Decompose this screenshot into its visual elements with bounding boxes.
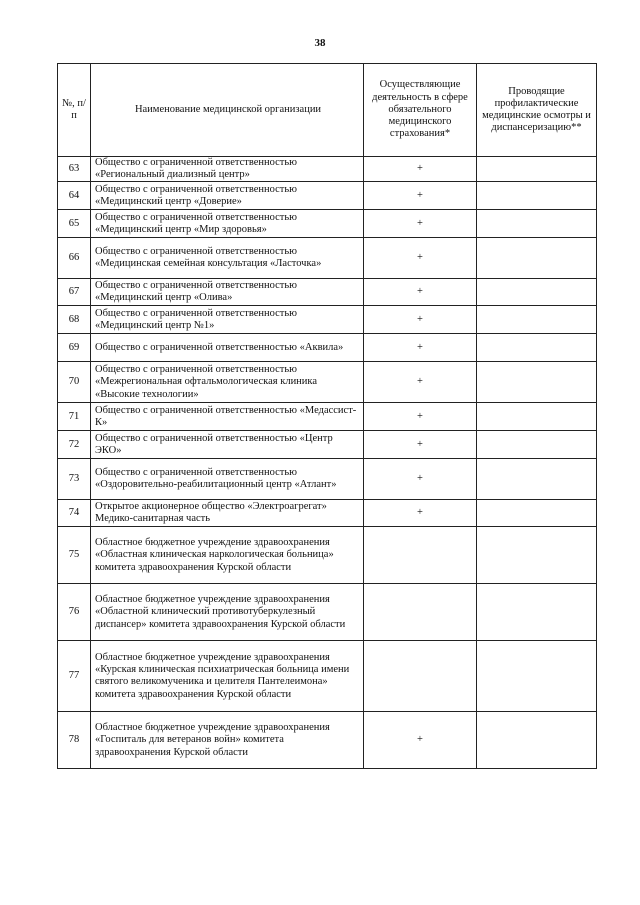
oms-mark: + [364, 500, 477, 527]
organization-name: Областное бюджетное учреждение здравоохранения «Госпиталь для ветеранов войн» комитета здравоохранения Курской области [91, 712, 364, 769]
organization-name: Областное бюджетное учреждение здравоохранения «Курская клиническая психиатрическая больница имени святого великомученика и целителя Пантелеимона» комитета здравоохранения Курской области [91, 641, 364, 712]
table-row [58, 306, 597, 334]
prof-mark [477, 362, 597, 403]
row-number: 78 [58, 712, 91, 769]
prof-mark [477, 334, 597, 362]
organization-name: Общество с ограниченной ответственностью «Медассист-К» [91, 403, 364, 431]
table-row [58, 584, 597, 641]
organization-name: Общество с ограниченной ответственностью «Центр ЭКО» [91, 431, 364, 459]
organization-name: Общество с ограниченной ответственностью «Медицинский центр «Доверие» [91, 182, 364, 210]
table-row [58, 431, 597, 459]
table-row [58, 527, 597, 584]
oms-mark [364, 584, 477, 641]
row-number: 75 [58, 527, 91, 584]
row-number: 76 [58, 584, 91, 641]
table-row [58, 403, 597, 431]
row-number: 69 [58, 334, 91, 362]
row-number: 64 [58, 182, 91, 210]
table-header-row [58, 64, 597, 157]
oms-mark: + [364, 403, 477, 431]
row-number: 67 [58, 279, 91, 306]
prof-mark [477, 712, 597, 769]
table-row [58, 279, 597, 306]
prof-mark [477, 306, 597, 334]
oms-mark: + [364, 157, 477, 182]
organization-name: Открытое акционерное общество «Электроагрегат» Медико-санитарная часть [91, 500, 364, 527]
oms-mark [364, 527, 477, 584]
table-row [58, 238, 597, 279]
row-number: 74 [58, 500, 91, 527]
organization-name: Общество с ограниченной ответственностью «Медицинский центр №1» [91, 306, 364, 334]
table-row [58, 362, 597, 403]
prof-mark [477, 238, 597, 279]
prof-mark [477, 403, 597, 431]
table-row [58, 712, 597, 769]
oms-mark: + [364, 238, 477, 279]
oms-mark: + [364, 182, 477, 210]
organization-name: Общество с ограниченной ответственностью «Межрегиональная офтальмологическая клиника «Высокие технологии» [91, 362, 364, 403]
organization-name: Областное бюджетное учреждение здравоохранения «Областная клиническая наркологическая больница» комитета здравоохранения Курской области [91, 527, 364, 584]
oms-mark: + [364, 431, 477, 459]
prof-mark [477, 459, 597, 500]
table-row [58, 459, 597, 500]
organization-name: Общество с ограниченной ответственностью «Медицинский центр «Олива» [91, 279, 364, 306]
organization-name: Областное бюджетное учреждение здравоохранения «Областной клинический противотуберкулезный диспансер» комитета здравоохранения Курской области [91, 584, 364, 641]
row-number: 77 [58, 641, 91, 712]
table-row [58, 182, 597, 210]
oms-mark: + [364, 210, 477, 238]
oms-mark: + [364, 712, 477, 769]
oms-mark: + [364, 362, 477, 403]
row-number: 71 [58, 403, 91, 431]
organizations-table [57, 63, 597, 769]
prof-mark [477, 157, 597, 182]
header-prof: Проводящие профилактические медицинские осмотры и диспансеризацию** [477, 64, 597, 157]
oms-mark: + [364, 459, 477, 500]
prof-mark [477, 210, 597, 238]
oms-mark: + [364, 334, 477, 362]
table-row [58, 210, 597, 238]
table-row [58, 641, 597, 712]
row-number: 66 [58, 238, 91, 279]
table-row [58, 334, 597, 362]
oms-mark: + [364, 306, 477, 334]
row-number: 63 [58, 157, 91, 182]
header-num: №, п/п [58, 64, 91, 157]
row-number: 72 [58, 431, 91, 459]
prof-mark [477, 584, 597, 641]
organization-name: Общество с ограниченной ответственностью «Медицинский центр «Мир здоровья» [91, 210, 364, 238]
oms-mark: + [364, 279, 477, 306]
organization-name: Общество с ограниченной ответственностью «Медицинская семейная консультация «Ласточка» [91, 238, 364, 279]
table-row [58, 500, 597, 527]
table-body [58, 157, 597, 769]
row-number: 65 [58, 210, 91, 238]
table-row [58, 157, 597, 182]
prof-mark [477, 527, 597, 584]
prof-mark [477, 279, 597, 306]
organization-name: Общество с ограниченной ответственностью «Региональный диализный центр» [91, 157, 364, 182]
prof-mark [477, 182, 597, 210]
row-number: 70 [58, 362, 91, 403]
prof-mark [477, 500, 597, 527]
prof-mark [477, 641, 597, 712]
header-oms: Осуществляющие деятельность в сфере обязательного медицинского страхования* [364, 64, 477, 157]
row-number: 68 [58, 306, 91, 334]
page-number: 38 [314, 37, 326, 49]
row-number: 73 [58, 459, 91, 500]
organization-name: Общество с ограниченной ответственностью «Оздоровительно-реабилитационный центр «Атлант» [91, 459, 364, 500]
header-name: Наименование медицинской организации [91, 64, 364, 157]
oms-mark [364, 641, 477, 712]
prof-mark [477, 431, 597, 459]
organization-name: Общество с ограниченной ответственностью «Аквила» [91, 334, 364, 362]
